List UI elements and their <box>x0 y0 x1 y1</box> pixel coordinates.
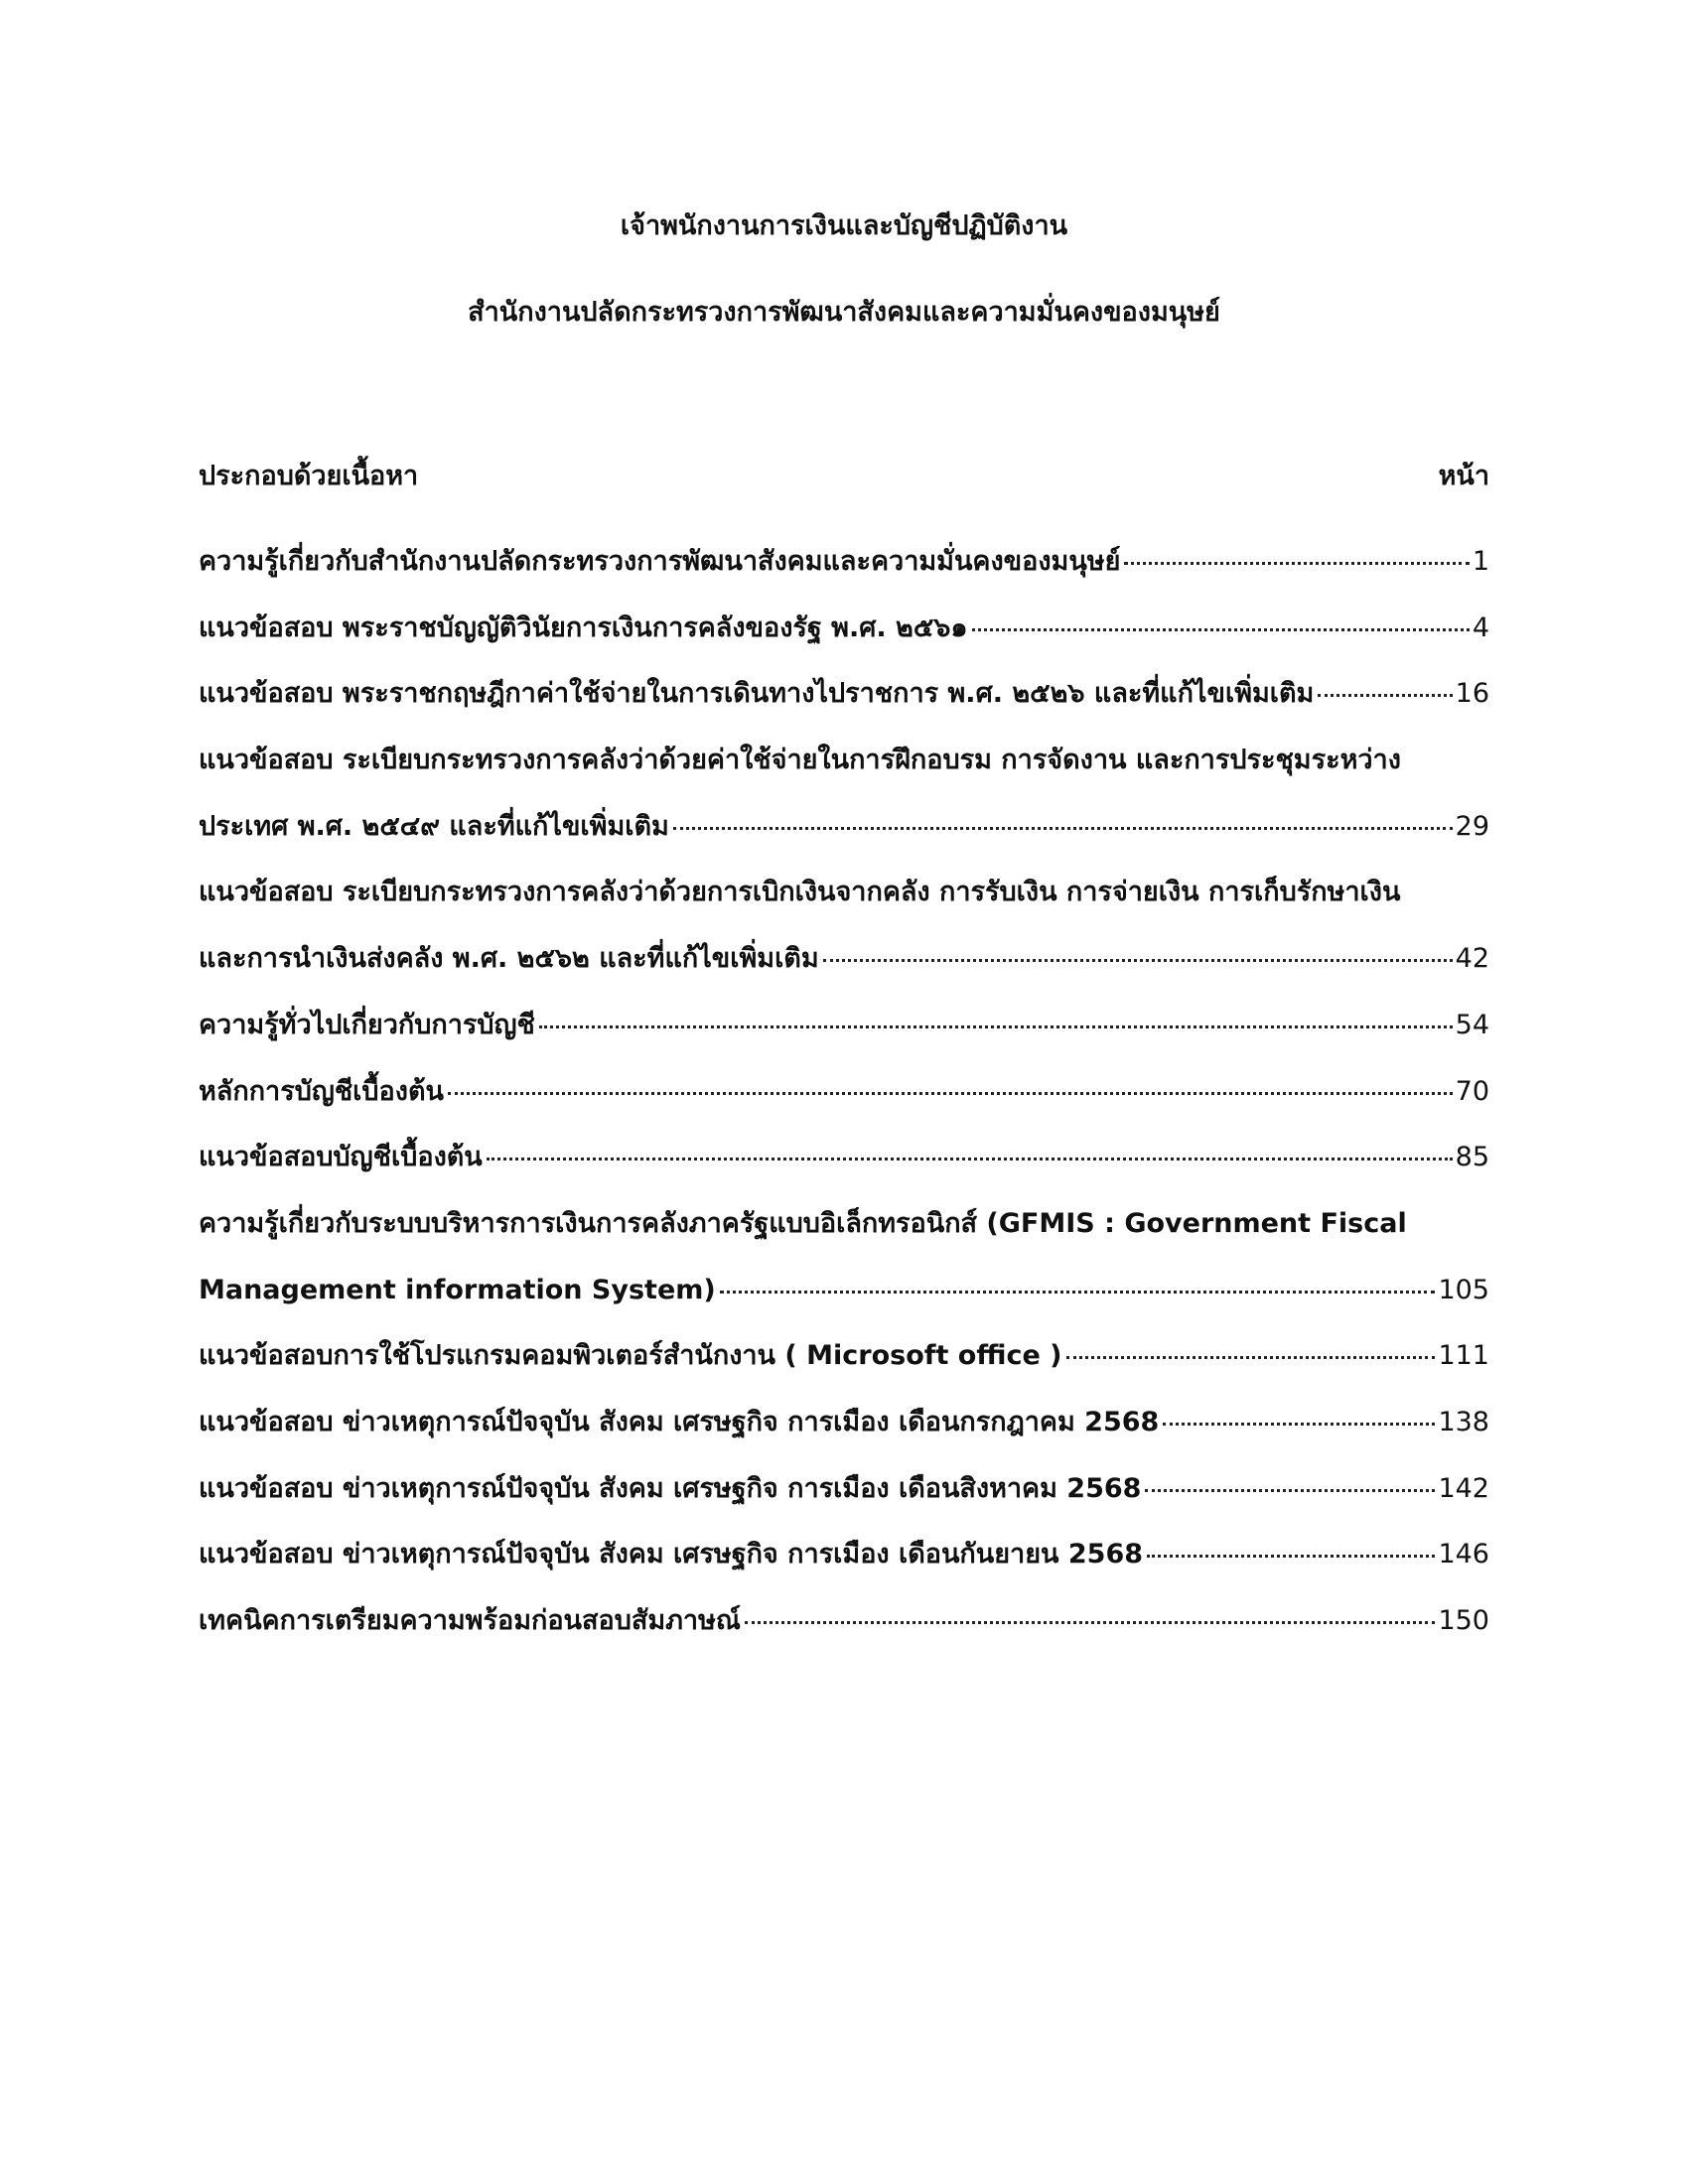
dot-leader <box>1066 1356 1436 1359</box>
toc-entry-page: 42 <box>1455 943 1489 975</box>
dot-leader <box>448 1092 1453 1095</box>
toc-entry-page: 54 <box>1455 1009 1489 1040</box>
toc-entry-title: แนวข้อสอบบัญชีเบื้องต้น <box>199 1142 483 1173</box>
toc-entry <box>199 529 1489 596</box>
toc-entry <box>199 1059 1489 1126</box>
toc-entry-title-line1: แนวข้อสอบ ระเบียบกระทรวงการคลังว่าด้วยค่าใช้จ่ายในการฝึกอบรม การจัดงาน และการประชุมระหว่าง <box>199 745 1401 776</box>
toc-entry <box>199 1125 1489 1191</box>
toc-entry-title: แนวข้อสอบ พระราชกฤษฎีกาค่าใช้จ่ายในการเดินทางไปราชการ พ.ศ. ๒๕๒๖ และที่แก้ไขเพิ่มเติม <box>199 678 1315 710</box>
toc-entry-page: 70 <box>1455 1075 1489 1107</box>
toc-entry <box>199 661 1489 728</box>
table-of-contents <box>199 529 1489 1655</box>
dot-leader <box>1145 1489 1435 1492</box>
toc-entry-title: หลักการบัญชีเบื้องต้น <box>199 1075 444 1107</box>
toc-entry-page: 85 <box>1455 1142 1489 1173</box>
toc-entry-title: แนวข้อสอบ ข่าวเหตุการณ์ปัจจุบัน สังคม เศรษฐกิจ การเมือง เดือนสิงหาคม 2568 <box>199 1472 1142 1504</box>
toc-entry-title-line1: แนวข้อสอบ ระเบียบกระทรวงการคลังว่าด้วยการเบิกเงินจากคลัง การรับเงิน การจ่ายเงิน การเก็บรักษาเงิน <box>199 877 1401 908</box>
toc-entry-page: 142 <box>1438 1472 1489 1504</box>
toc-entry-title: แนวข้อสอบ ข่าวเหตุการณ์ปัจจุบัน สังคม เศรษฐกิจ การเมือง เดือนกันยายน 2568 <box>199 1539 1144 1570</box>
toc-entry-page: 4 <box>1472 612 1489 643</box>
toc-heading: ประกอบด้วยเนื้อหา <box>199 461 419 491</box>
toc-entry-title: และการนำเงินส่งคลัง พ.ศ. ๒๕๖๒ และที่แก้ไขเพิ่มเติม <box>199 943 819 975</box>
toc-entry-title: Management information System) <box>199 1274 716 1305</box>
toc-entry <box>199 1323 1489 1390</box>
document-title: เจ้าพนักงานการเงินและบัญชีปฏิบัติงาน <box>620 210 1068 241</box>
toc-entry-page: 138 <box>1438 1406 1489 1437</box>
toc-entry-page: 105 <box>1438 1274 1489 1305</box>
toc-entry-page: 150 <box>1438 1605 1489 1636</box>
toc-entry <box>199 1588 1489 1655</box>
toc-entry <box>199 1456 1489 1523</box>
dot-leader <box>745 1621 1436 1624</box>
toc-entry-title: ความรู้ทั่วไปเกี่ยวกับการบัญชี <box>199 1009 535 1040</box>
toc-entry-title-line1: ความรู้เกี่ยวกับระบบบริหารการเงินการคลังภาครัฐแบบอิเล็กทรอนิกส์ (GFMIS : Government Fiscal <box>199 1207 1407 1239</box>
dot-leader <box>539 1025 1453 1028</box>
dot-leader <box>720 1291 1436 1294</box>
dot-leader <box>1147 1555 1435 1558</box>
toc-entry <box>199 794 1489 861</box>
toc-entry-page: 29 <box>1455 810 1489 842</box>
dot-leader <box>487 1158 1453 1160</box>
toc-entry <box>199 1522 1489 1588</box>
toc-entry-title: เทคนิคการเตรียมความพร้อมก่อนสอบสัมภาษณ์ <box>199 1605 741 1636</box>
toc-entry <box>199 993 1489 1059</box>
dot-leader <box>1124 562 1469 565</box>
toc-entry-title: แนวข้อสอบ ข่าวเหตุการณ์ปัจจุบัน สังคม เศรษฐกิจ การเมือง เดือนกรกฎาคม 2568 <box>199 1406 1160 1437</box>
dot-leader <box>673 827 1453 830</box>
dot-leader <box>972 628 1470 631</box>
document-subtitle: สำนักงานปลัดกระทรวงการพัฒนาสังคมและความมั่นคงของมนุษย์ <box>468 297 1220 328</box>
dot-leader <box>1318 694 1452 697</box>
dot-leader <box>1163 1423 1435 1426</box>
toc-entry-page: 16 <box>1455 678 1489 710</box>
toc-entry-page: 1 <box>1472 546 1489 577</box>
toc-entry <box>199 596 1489 662</box>
dot-leader <box>823 959 1453 962</box>
toc-entry <box>199 1390 1489 1456</box>
toc-entry <box>199 1258 1489 1324</box>
toc-entry-page: 146 <box>1438 1539 1489 1570</box>
toc-entry-title: แนวข้อสอบการใช้โปรแกรมคอมพิวเตอร์สำนักงาน ( Microsoft office ) <box>199 1340 1062 1372</box>
toc-entry <box>199 926 1489 993</box>
toc-entry-title: แนวข้อสอบ พระราชบัญญัติวินัยการเงินการคลังของรัฐ พ.ศ. ๒๕๖๑ <box>199 612 968 643</box>
toc-entry-title: ประเทศ พ.ศ. ๒๕๔๙ และที่แก้ไขเพิ่มเติม <box>199 810 669 842</box>
toc-entry-page: 111 <box>1438 1340 1489 1372</box>
toc-entry-title: ความรู้เกี่ยวกับสำนักงานปลัดกระทรวงการพัฒนาสังคมและความมั่นคงของมนุษย์ <box>199 546 1121 577</box>
toc-page-heading: หน้า <box>1438 461 1489 491</box>
